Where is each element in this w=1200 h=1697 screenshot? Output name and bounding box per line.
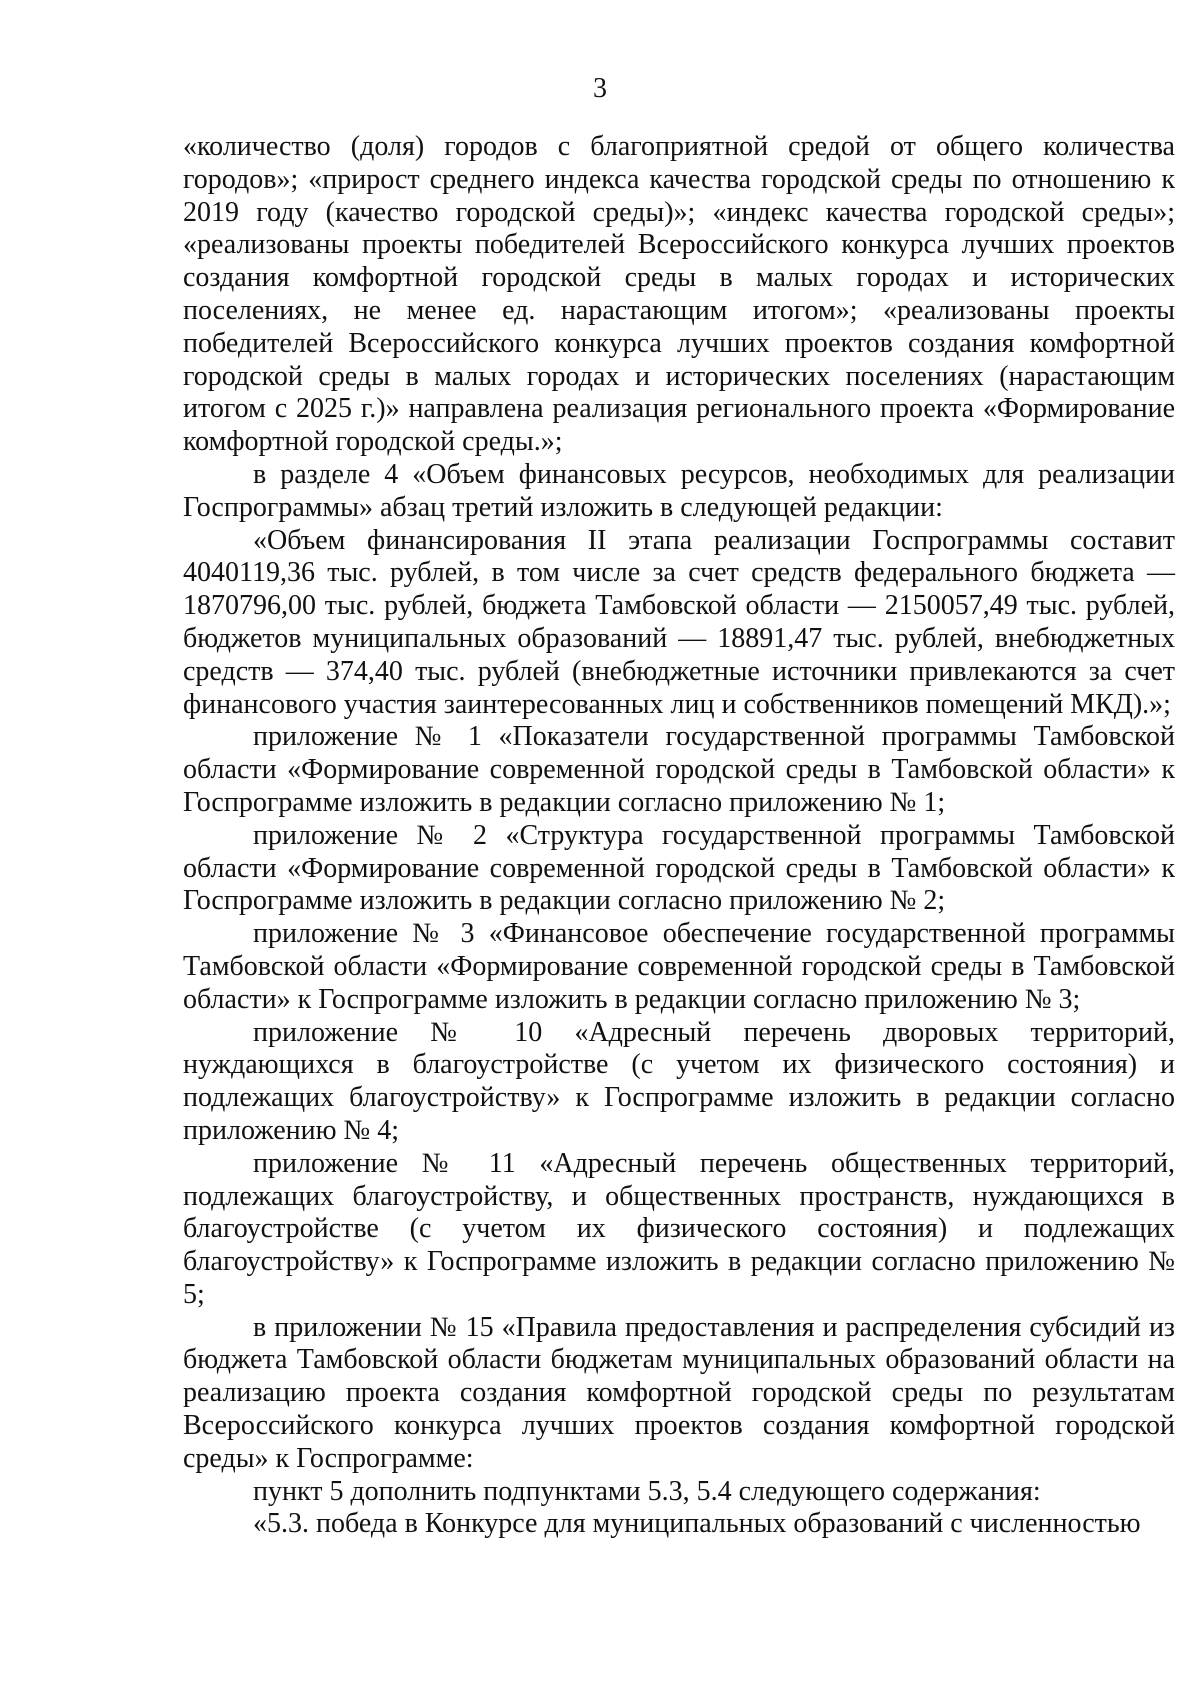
paragraph-subclause-5-3: «5.3. победа в Конкурсе для муниципальных образований с численностью xyxy=(253,1508,1141,1540)
paragraph-section-4: в разделе 4 «Объем финансовых ресурсов, необходимых для реализации Госпрограммы» абзац третий изложить в следующей редакции: xyxy=(183,458,1175,523)
paragraph-appendix-3: приложение № 3 «Финансовое обеспечение государственной программы Тамбовской области «Формирование современной городской среды в Тамбовской области» к Госпрограмме изложить в редакции согласно приложению № 3; xyxy=(183,918,1175,1015)
paragraph-indicators-list: «количество (доля) городов с благоприятной средой от общего количества городов»; «прирост среднего индекса качества городской среды по отношению к 2019 году (качество городской среды)»; «индекс качества городской среды»; «реализованы проекты победителей Всероссийского конкурса лучших проектов создания комфортной городской среды в малых городах и исторических поселениях, не менее ед. нарастающим итогом»; «реализованы проекты победителей Всероссийского конкурса лучших проектов создания комфортной городской среды в малых городах и исторических поселениях (нарастающим итогом с 2025 г.)» направлена реализация регионального проекта «Формирование комфортной городской среды.»; xyxy=(183,131,1175,458)
page-number: 3 xyxy=(593,73,607,104)
paragraph-appendix-1: приложение № 1 «Показатели государственной программы Тамбовской области «Формирование современной городской среды в Тамбовской области» к Госпрограмме изложить в редакции согласно приложению № 1; xyxy=(183,721,1175,818)
paragraph-appendix-11: приложение № 11 «Адресный перечень общественных территорий, подлежащих благоустройству, и общественных пространств, нуждающихся в благоустройстве (с учетом их физического состояния) и подлежащих благоустройству» к Госпрограмме изложить в редакции согласно приложению № 5; xyxy=(183,1147,1175,1310)
document-body xyxy=(183,131,1175,1541)
paragraph-appendix-15: в приложении № 15 «Правила предоставления и распределения субсидий из бюджета Тамбовской области бюджетам муниципальных образований области на реализацию проекта создания комфортной городской среды по результатам Всероссийского конкурса лучших проектов создания комфортной городской среды» к Госпрограмме: xyxy=(183,1311,1175,1474)
paragraph-appendix-2: приложение № 2 «Структура государственной программы Тамбовской области «Формирование современной городской среды в Тамбовской области» к Госпрограмме изложить в редакции согласно приложению № 2; xyxy=(183,819,1175,917)
paragraph-financing-volume: «Объем финансирования II этапа реализации Госпрограммы составит 4040119,36 тыс. рублей, в том числе за счет средств федерального бюджета — 1870796,00 тыс. рублей, бюджета Тамбовской области — 2150057,49 тыс. рублей, бюджетов муниципальных образований — 18891,47 тыс. рублей, внебюджетных средств — 374,40 тыс. рублей (внебюджетные источники привлекаются за счет финансового участия заинтересованных лиц и собственников помещений МКД).»; xyxy=(183,524,1175,720)
paragraph-appendix-10: приложение № 10 «Адресный перечень дворовых территорий, нуждающихся в благоустройстве (с учетом их физического состояния) и подлежащих благоустройству» к Госпрограмме изложить в редакции согласно приложению № 4; xyxy=(183,1016,1175,1146)
paragraph-clause-5: пункт 5 дополнить подпунктами 5.3, 5.4 следующего содержания: xyxy=(253,1475,1041,1507)
